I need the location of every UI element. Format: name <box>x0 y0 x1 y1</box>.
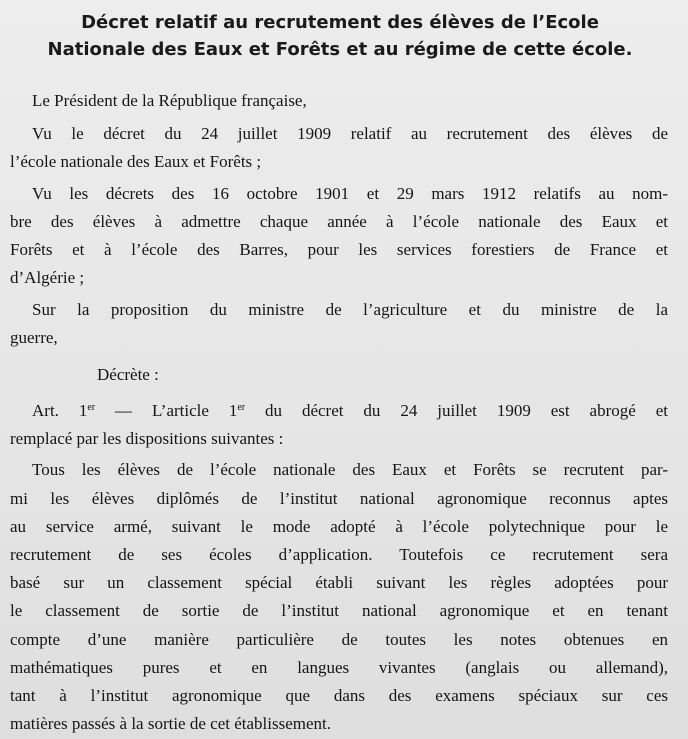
text-line: guerre, <box>10 328 58 347</box>
text-line: Forêts et à l’école des Barres, pour les services forestiers de France et <box>10 240 668 259</box>
text-line: Sur la proposition du ministre de l’agriculture et du ministre de la <box>32 300 668 319</box>
text-line: Vu le décret du 24 juillet 1909 relatif au recrutement des élèves de <box>32 124 668 143</box>
text-fragment: — L’article 1 <box>95 401 238 420</box>
president-line: Le Président de la République française, <box>32 91 307 110</box>
text-line: tant à l’institut agronomique que dans des examens spéciaux sur ces <box>10 686 668 705</box>
text-line: Tous les élèves de l’école nationale des Eaux et Forêts se recrutent par- <box>32 460 668 479</box>
decree-title-line-2: Nationale des Eaux et Forêts et au régime de cette école. <box>47 39 633 60</box>
text-line: recrutement de ses écoles d’application. Toutefois ce recrutement sera <box>10 545 668 564</box>
text-line: compte d’une manière particulière de toutes les notes obtenues en <box>10 630 668 649</box>
article-label: Art. 1 <box>32 401 88 420</box>
text-line: l’école nationale des Eaux et Forêts ; <box>10 152 262 171</box>
text-line: d’Algérie ; <box>10 268 85 287</box>
text-line: matières passés à la sortie de cet établissement. <box>10 714 331 733</box>
article-1-line <box>32 399 668 423</box>
text-line: Vu les décrets des 16 octobre 1901 et 29 mars 1912 relatifs au nom- <box>32 184 668 203</box>
superscript: er <box>87 402 96 413</box>
text-line: basé sur un classement spécial établi suivant les règles adoptées pour <box>10 573 668 592</box>
text-line: au service armé, suivant le mode adopté à l’école polytechnique pour le <box>10 517 668 536</box>
superscript: er <box>237 402 246 413</box>
decree-title-line-1: Décret relatif au recrutement des élèves de l’Ecole <box>81 12 599 33</box>
text-line: mathématiques pures et en langues vivantes (anglais ou allemand), <box>10 658 668 677</box>
text-fragment: du décret du 24 juillet 1909 est abrogé et <box>245 401 668 420</box>
text-line: le classement de sortie de l’institut national agronomique et en tenant <box>10 601 668 620</box>
decrete-line: Décrète : <box>97 365 159 384</box>
text-line: remplacé par les dispositions suivantes : <box>10 429 284 448</box>
text-line: bre des élèves à admettre chaque année à l’école nationale des Eaux et <box>10 212 668 231</box>
text-line: mi les élèves diplômés de l’institut national agronomique reconnus aptes <box>10 489 668 508</box>
